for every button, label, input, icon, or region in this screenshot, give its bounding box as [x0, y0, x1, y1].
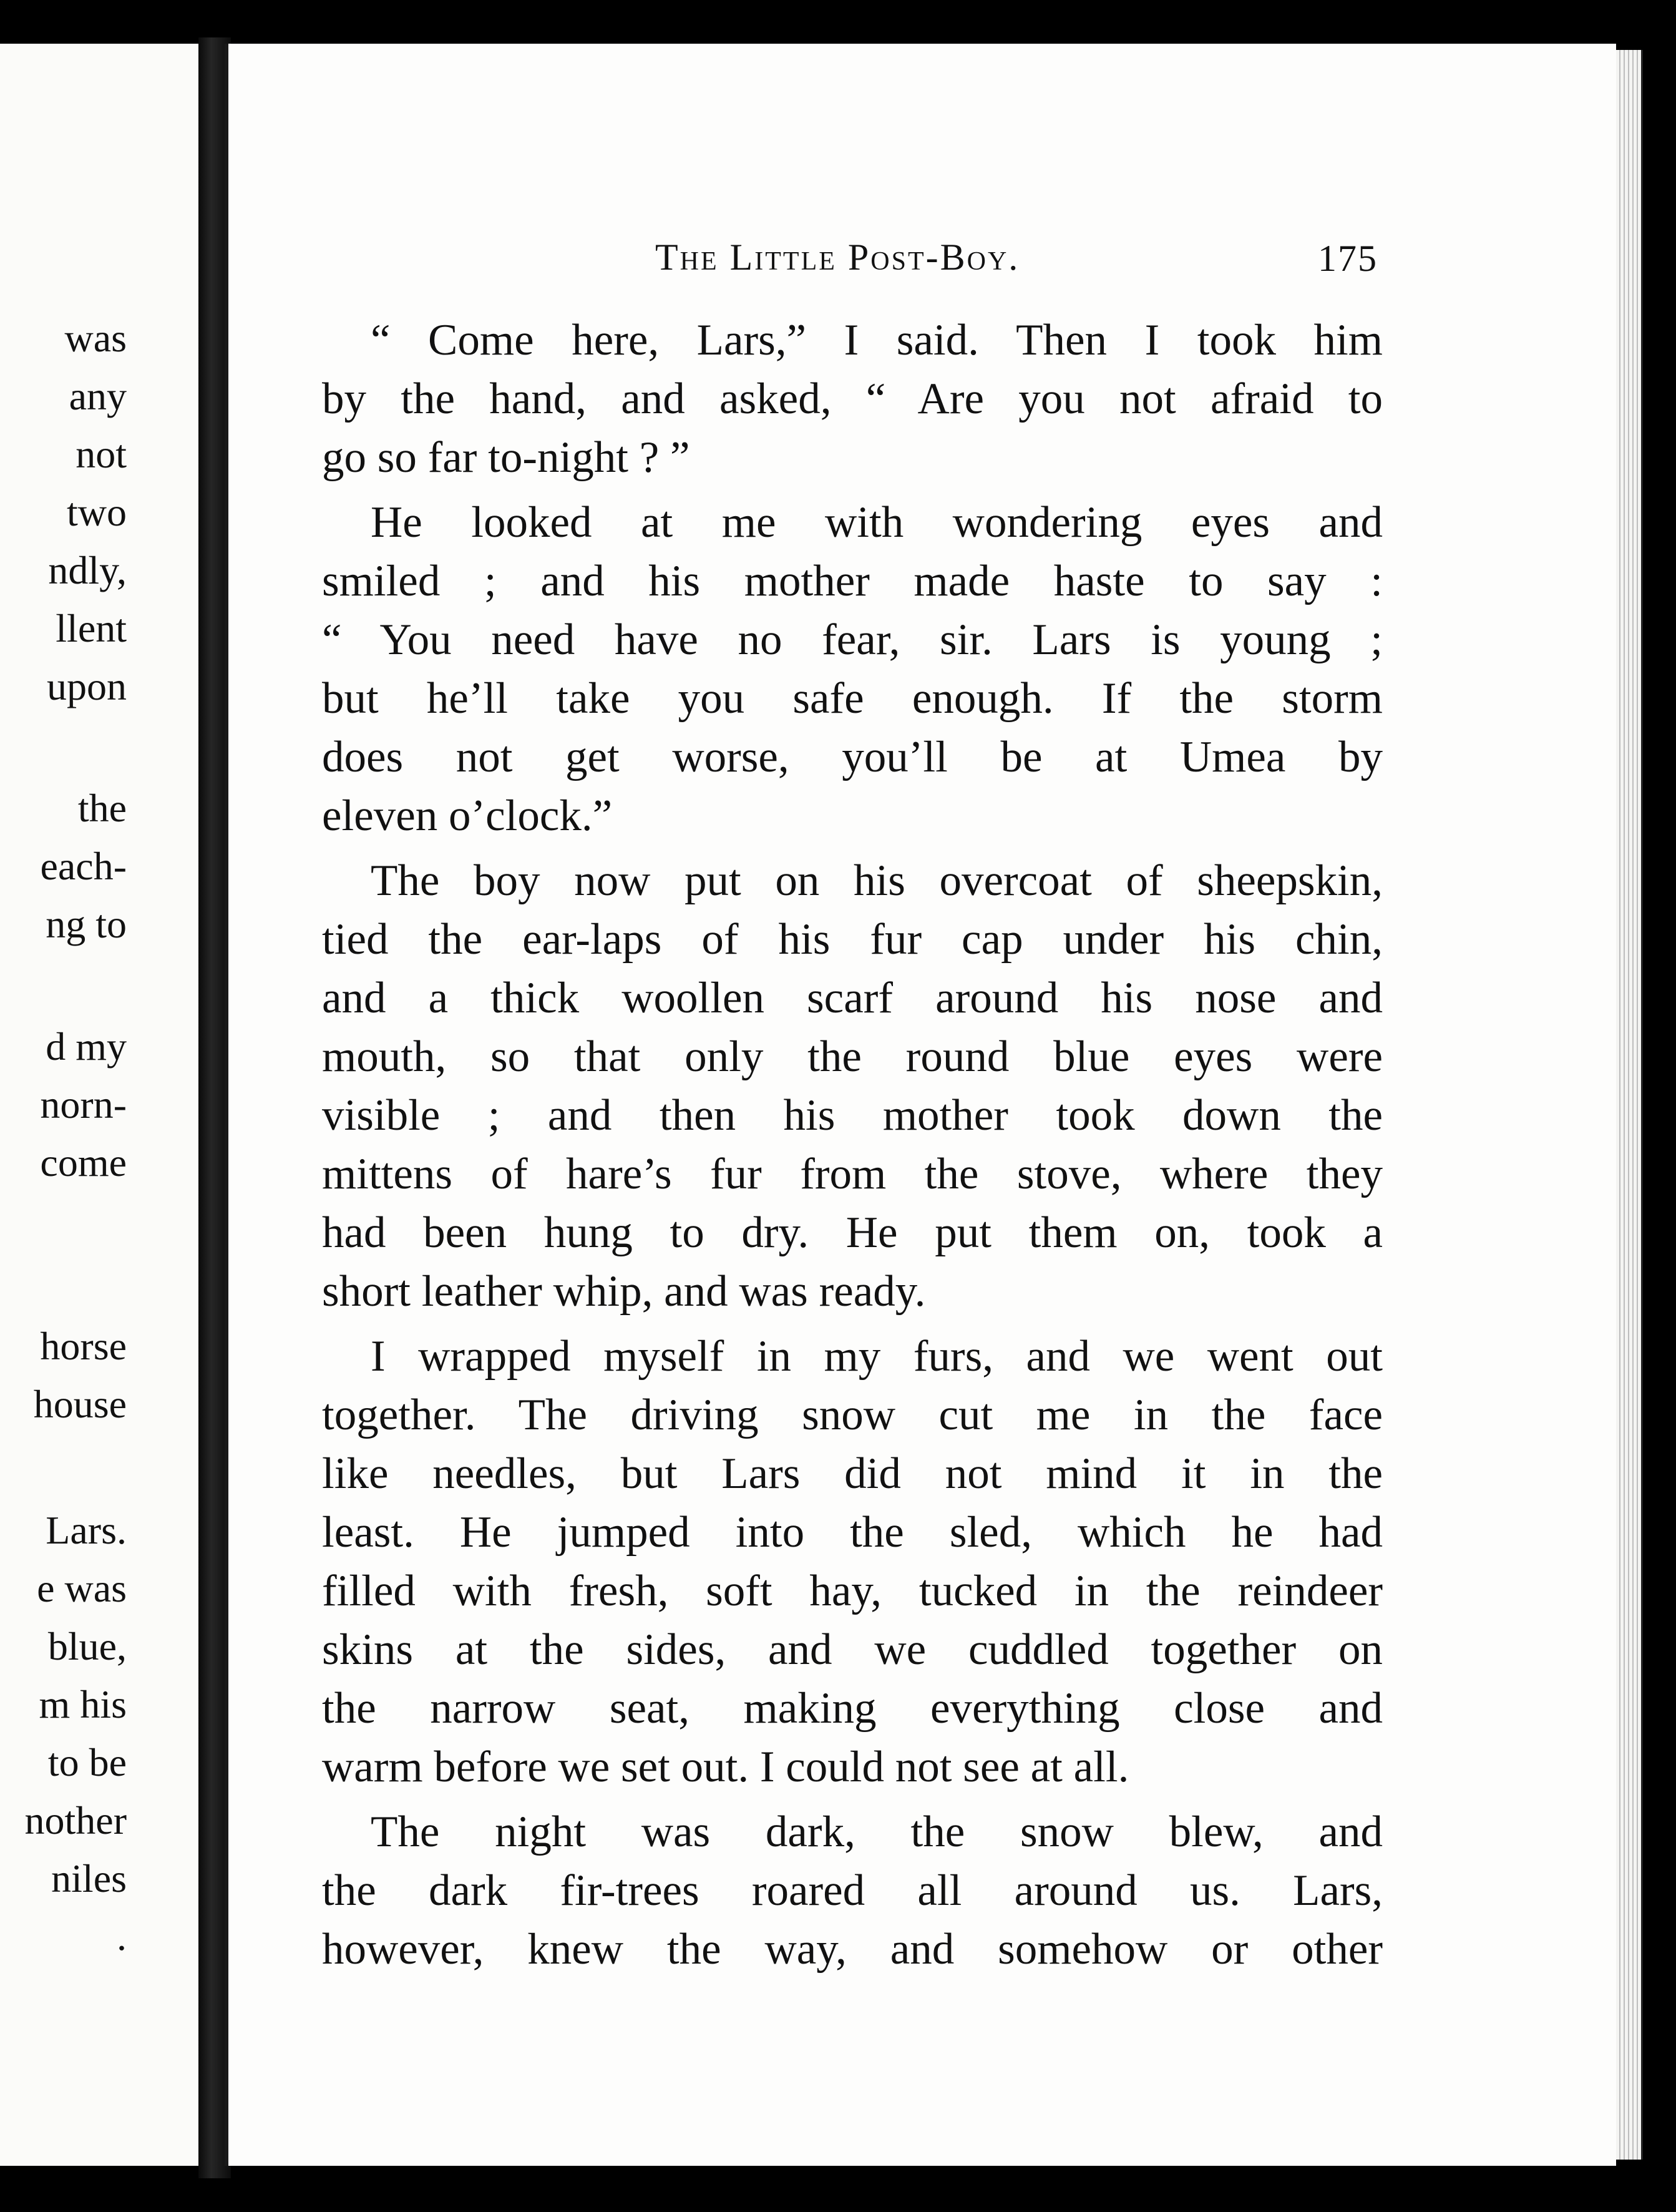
- left-page-fragment: each-: [40, 844, 127, 888]
- text-line: like needles, but Lars did not mind it in the: [322, 1449, 1383, 1498]
- text-line: The night was dark, the snow blew, and: [371, 1808, 1383, 1856]
- left-page-fragment: niles: [51, 1856, 127, 1901]
- text-line: warm before we set out. I could not see at all.: [322, 1743, 1129, 1791]
- text-line: He looked at me with wondering eyes and: [371, 498, 1383, 547]
- paragraph: [322, 311, 1383, 487]
- text-line: smiled ; and his mother made haste to say :: [322, 557, 1383, 605]
- text-line: the narrow seat, making everything close and: [322, 1684, 1383, 1733]
- text-line: by the hand, and asked, “ Are you not afraid to: [322, 374, 1383, 423]
- text-line: I wrapped myself in my furs, and we went out: [371, 1332, 1383, 1381]
- previous-page-fragment: [0, 44, 198, 2166]
- text-line: filled with fresh, soft hay, tucked in the reindeer: [322, 1567, 1383, 1615]
- left-page-fragment: come: [40, 1140, 127, 1185]
- page-number: 175: [1318, 238, 1378, 279]
- left-page-fragment: two: [67, 490, 127, 534]
- text-line: had been hung to dry. He put them on, took a: [322, 1208, 1383, 1257]
- paragraph: [322, 493, 1383, 845]
- text-line: however, knew the way, and somehow or other: [322, 1925, 1383, 1974]
- text-line: “ You need have no fear, sir. Lars is young ;: [322, 615, 1383, 664]
- left-page-fragment: d my: [46, 1024, 127, 1069]
- left-page-fragment: ndly,: [48, 548, 127, 592]
- text-line: and a thick woollen scarf around his nose and: [322, 974, 1383, 1022]
- left-page-fragment: house: [33, 1382, 127, 1426]
- paragraph: [322, 851, 1383, 1321]
- left-page-fragment: horse: [40, 1324, 127, 1368]
- text-line: “ Come here, Lars,” I said. Then I took him: [371, 316, 1383, 365]
- left-page-fragment: llent: [56, 606, 127, 650]
- text-line: together. The driving snow cut me in the face: [322, 1391, 1383, 1439]
- text-line: mouth, so that only the round blue eyes were: [322, 1032, 1383, 1081]
- left-page-fragment: nother: [24, 1798, 127, 1843]
- text-line: the dark fir-trees roared all around us. Lars,: [322, 1866, 1383, 1915]
- text-line: eleven o’clock.”: [322, 791, 613, 840]
- left-page-fragment: ng to: [46, 902, 127, 946]
- text-line: tied the ear-laps of his fur cap under his chin,: [322, 915, 1383, 964]
- text-line: go so far to-night ? ”: [322, 433, 690, 482]
- page-body: [322, 311, 1383, 1985]
- running-title: The Little Post-Boy.: [655, 237, 1020, 278]
- text-line: The boy now put on his overcoat of sheepskin,: [371, 856, 1383, 905]
- text-line: does not get worse, you’ll be at Umea by: [322, 733, 1383, 781]
- text-line: mittens of hare’s fur from the stove, where they: [322, 1150, 1383, 1198]
- left-page-fragment: e was: [37, 1566, 127, 1610]
- paragraph: [322, 1803, 1383, 1979]
- left-page-fragment: the: [77, 786, 127, 830]
- page-edges: [1616, 50, 1643, 2160]
- left-page-fragment: upon: [47, 664, 127, 708]
- text-line: but he’ll take you safe enough. If the storm: [322, 674, 1383, 723]
- text-line: least. He jumped into the sled, which he had: [322, 1508, 1383, 1557]
- left-page-fragment: was: [64, 316, 127, 360]
- left-page-fragment: blue,: [47, 1624, 127, 1668]
- left-page-fragment: Lars.: [46, 1508, 127, 1552]
- text-line: skins at the sides, and we cuddled together on: [322, 1625, 1383, 1674]
- left-page-fragment: any: [69, 374, 127, 418]
- left-page-fragment: norn-: [40, 1082, 127, 1127]
- left-page-fragment: m his: [39, 1682, 127, 1726]
- left-page-fragment: .: [117, 1914, 127, 1959]
- text-line: visible ; and then his mother took down the: [322, 1091, 1383, 1140]
- text-line: short leather whip, and was ready.: [322, 1267, 926, 1316]
- paragraph: [322, 1327, 1383, 1796]
- left-page-fragment: to be: [47, 1740, 127, 1784]
- left-page-fragment: not: [76, 432, 127, 476]
